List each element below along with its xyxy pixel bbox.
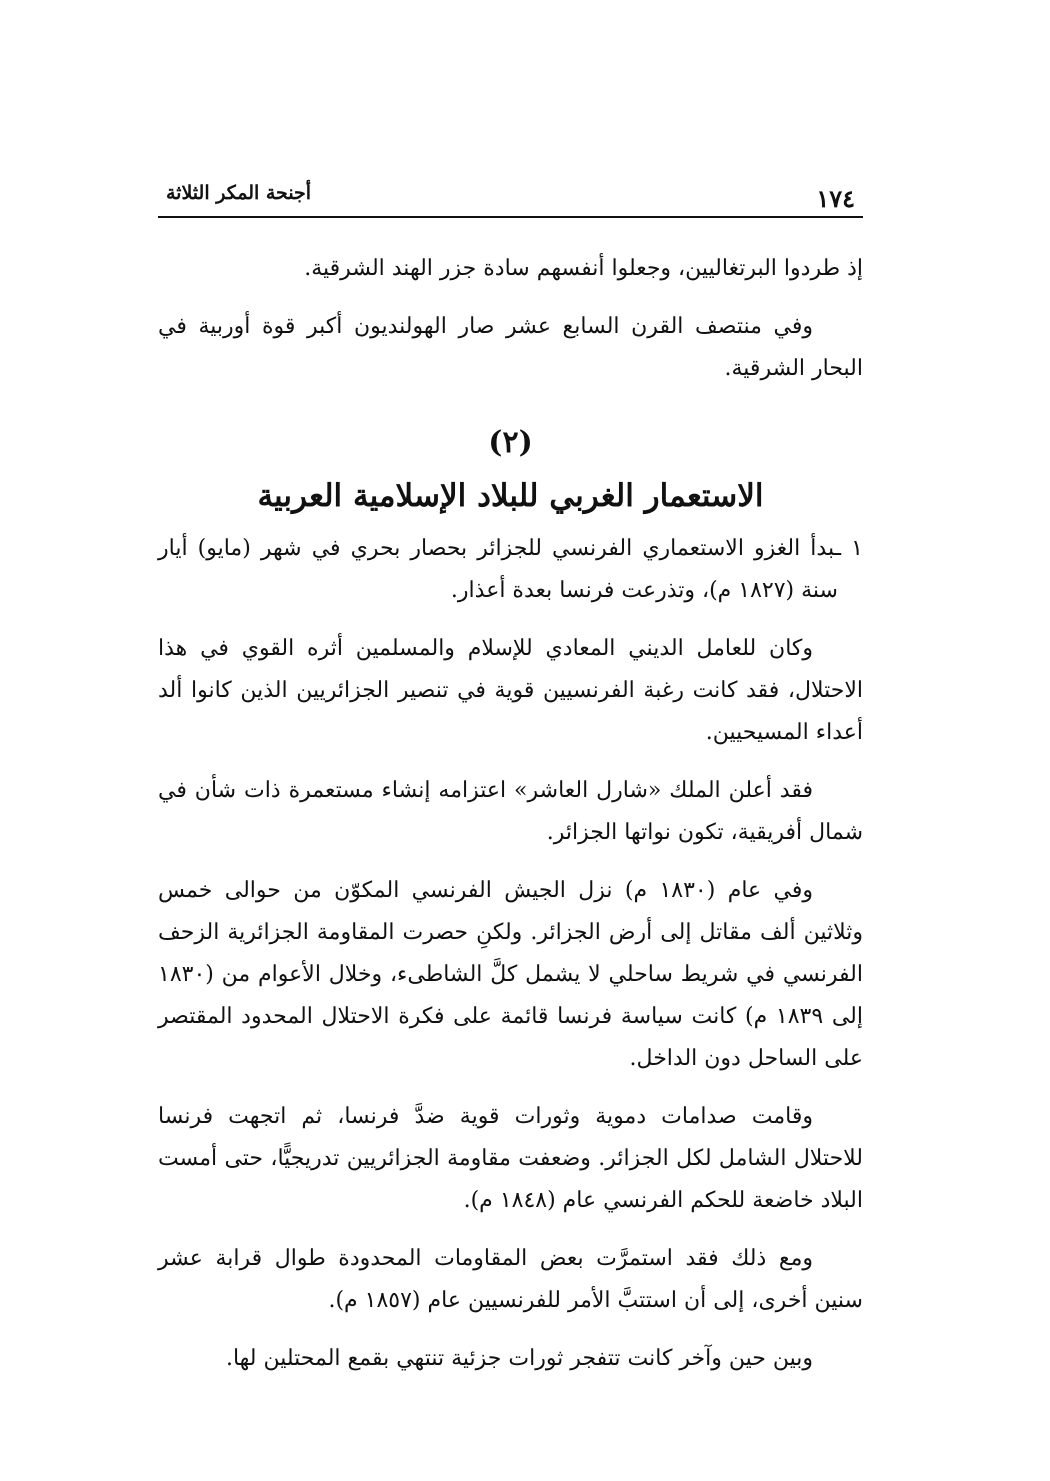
list-item-text: بدأ الغزو الاستعماري الفرنسي للجزائر بحصار بحري في شهر (مايو) أيار سنة (١٨٢٧ م)، وتذرعت فرنسا بعدة أعذار. [158, 536, 838, 603]
paragraph: وفي منتصف القرن السابع عشر صار الهولنديون أكبر قوة أوربية في البحار الشرقية. [158, 314, 863, 381]
paragraph: وقامت صدامات دموية وثورات قوية ضدَّ فرنسا، ثم اتجهت فرنسا للاحتلال الشامل لكل الجزائر. وضعفت مقاومة الجزائريين تدريجيًّا، حتى أمست البلاد خاضعة للحكم الفرنسي عام (١٨٤٨ م). [158, 1104, 863, 1213]
header-divider [158, 216, 863, 218]
page-number: ١٧٤ [816, 184, 855, 213]
list-item-number: ١ ـ [834, 536, 863, 561]
paragraph: ومع ذلك فقد استمرَّت بعض المقاومات المحدودة طوال قرابة عشر سنين أخرى، إلى أن استتبَّ الأمر للفرنسيين عام (١٨٥٧ م). [158, 1246, 863, 1313]
running-title: أجنحة المكر الثلاثة [166, 182, 312, 204]
section-title: الاستعمار الغربي للبلاد الإسلامية العربية [257, 478, 764, 514]
page-header [158, 178, 863, 216]
paragraph: إذ طردوا البرتغاليين، وجعلوا أنفسهم سادة جزر الهند الشرقية. [304, 256, 863, 281]
paragraph: فقد أعلن الملك «شارل العاشر» اعتزامه إنشاء مستعمرة ذات شأن في شمال أفريقية، تكون نواتها الجزائر. [158, 778, 863, 845]
paragraph: وفي عام (١٨٣٠ م) نزل الجيش الفرنسي المكوّن من حوالى خمس وثلاثين ألف مقاتل إلى أرض الجزائر. ولكنِ حصرت المقاومة الجزائرية الزحف الفرنسي في شريط ساحلي لا يشمل كلَّ الشاطىء، وخلال الأعوام من (١٨٣٠ إلى ١٨٣٩ م) كانت سياسة فرنسا قائمة على فكرة الاحتلال المحدود المقتصر على الساحل دون الداخل. [158, 878, 863, 1071]
page-body [158, 248, 863, 1396]
paragraph: وبين حين وآخر كانت تتفجر ثورات جزئية تنتهي بقمع المحتلين لها. [225, 1346, 813, 1371]
section-number: (٢) [488, 425, 533, 460]
numbered-paragraph [158, 528, 863, 612]
paragraph: وكان للعامل الديني المعادي للإسلام والمسلمين أثره القوي في هذا الاحتلال، فقد كانت رغبة الفرنسيين قوية في تنصير الجزائريين الذين كانوا ألد أعداء المسيحيين. [158, 636, 863, 745]
